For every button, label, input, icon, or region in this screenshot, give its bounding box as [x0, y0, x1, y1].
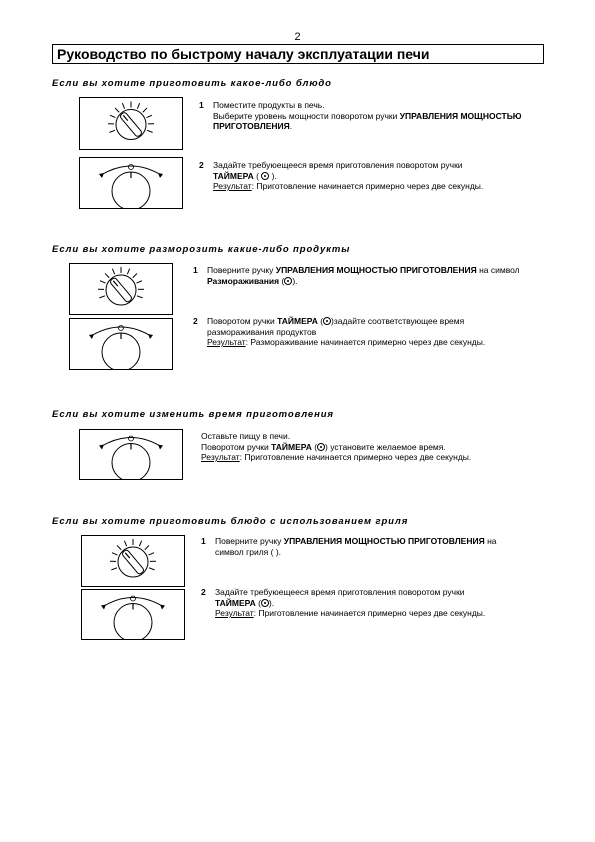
step-text: Оставьте пищу в печи.	[201, 431, 291, 441]
power-knob-illustration	[79, 97, 183, 150]
timer-knob-illustration	[81, 589, 185, 640]
step-grill-2	[201, 587, 555, 619]
timer-icon	[323, 317, 331, 325]
section-heading-grill: Если вы хотите приготовить блюдо с использованием гриля	[52, 516, 409, 527]
timer-knob-illustration	[79, 429, 183, 480]
step-text: Поверните ручку УПРАВЛЕНИЯ МОЩНОСТЬЮ ПРИГОТОВЛЕНИЯ на	[215, 536, 497, 546]
step-number: 2	[199, 160, 204, 170]
step-result: Результат: Приготовление начинается примерно через две секунды.	[213, 181, 484, 191]
step-text: Задайте требуюещееся время приготовления поворотом ручки	[213, 160, 463, 170]
step-text: Задайте требуюещееся время приготовления поворотом ручки	[215, 587, 465, 597]
page-title: Руководство по быстрому началу эксплуатации печи	[52, 44, 544, 64]
timer-icon	[317, 443, 325, 451]
step-number: 2	[193, 316, 198, 326]
step-text: размораживания продуктов	[207, 326, 317, 337]
step-cook-1	[199, 100, 553, 132]
power-knob-illustration	[69, 263, 173, 315]
section-heading-change-time: Если вы хотите изменить время приготовления	[52, 409, 334, 420]
step-result: Результат: Приготовление начинается примерно через две секунды.	[215, 608, 486, 618]
step-result: Результат: Размораживание начинается примерно через две секунды.	[207, 337, 486, 347]
step-text: Выберите уровень мощности поворотом ручки УПРАВЛЕНИЯ МОЩНОСТЬЮ ПРИГОТОВЛЕНИЯ.	[213, 110, 522, 131]
step-defrost-2	[193, 316, 567, 348]
step-number: 1	[193, 265, 198, 275]
timer-icon	[261, 599, 269, 607]
page-number: 2	[294, 31, 301, 43]
section-heading-defrost: Если вы хотите разморозить какие-либо продукты	[52, 244, 351, 255]
step-text: ТАЙМЕРА ( ).	[213, 170, 277, 181]
step-number: 2	[201, 587, 206, 597]
section-heading-cook: Если вы хотите приготовить какое-либо блюдо	[52, 78, 332, 89]
timer-icon	[261, 172, 269, 180]
step-grill-1	[201, 536, 555, 557]
step-number: 1	[199, 100, 204, 110]
step-text: Поворотом ручки ТАЙМЕРА ( ) установите желаемое время.	[201, 441, 446, 452]
step-text: ТАЙМЕРА ( ).	[215, 597, 275, 608]
step-number: 1	[201, 536, 206, 546]
step-change-time	[201, 431, 541, 463]
step-text: Размораживания ( ).	[207, 275, 298, 286]
timer-knob-illustration	[69, 318, 173, 370]
step-defrost-1	[193, 265, 567, 286]
power-knob-illustration	[81, 535, 185, 587]
timer-knob-illustration	[79, 157, 183, 209]
step-result: Результат: Приготовление начинается примерно через две секунды.	[201, 452, 472, 462]
step-cook-2	[199, 160, 553, 192]
step-text: Поверните ручку УПРАВЛЕНИЯ МОЩНОСТЬЮ ПРИГОТОВЛЕНИЯ на символ	[207, 265, 520, 275]
step-text: Поместите продукты в печь.	[213, 100, 325, 110]
defrost-icon	[284, 277, 292, 285]
step-text: Поворотом ручки ТАЙМЕРА ( )задайте соответствующее время	[207, 316, 465, 326]
step-text: символ гриля ( ).	[215, 546, 282, 557]
